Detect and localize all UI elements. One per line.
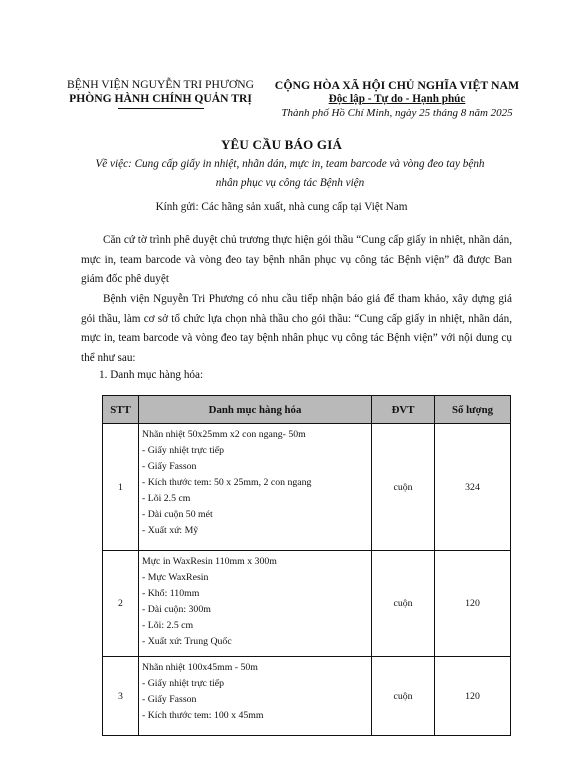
place-date: Thành phố Hồ Chí Minh, ngày 25 tháng 8 năm 2025 xyxy=(281,107,513,119)
description-line: - Dài cuộn: 300m xyxy=(142,604,211,615)
header-underline xyxy=(118,108,204,109)
cell-description xyxy=(139,424,372,551)
national-motto: Độc lập - Tự do - Hạnh phúc xyxy=(328,93,466,105)
subject-line: nhân phục vụ công tác Bệnh viện xyxy=(215,177,365,189)
subject-line: Về việc: Cung cấp giấy in nhiệt, nhãn dán, mực in, team barcode và vòng đeo tay bệnh xyxy=(95,158,485,170)
section-heading: 1. Danh mục hàng hóa: xyxy=(99,369,204,381)
table-header-row xyxy=(103,396,511,424)
cell-quantity: 120 xyxy=(435,551,511,657)
document-subject xyxy=(70,155,510,193)
description-line: - Xuất xứ: Trung Quốc xyxy=(142,636,232,647)
table-row xyxy=(103,551,511,657)
cell-stt: 3 xyxy=(103,657,139,736)
goods-table xyxy=(102,395,511,736)
greeting: Kính gửi: Các hãng sản xuất, nhà cung cấp tại Việt Nam xyxy=(155,201,408,213)
cell-description xyxy=(139,551,372,657)
cell-stt: 1 xyxy=(103,424,139,551)
description-line: - Xuất xứ: Mỹ xyxy=(142,525,199,536)
cell-quantity: 324 xyxy=(435,424,511,551)
header-stt: STT xyxy=(103,396,139,424)
description-line: Mực in WaxResin 110mm x 300m xyxy=(142,556,277,567)
hospital-name: BỆNH VIỆN NGUYỄN TRI PHƯƠNG xyxy=(67,78,254,91)
header-unit: ĐVT xyxy=(372,396,435,424)
description-line: - Kích thước tem: 100 x 45mm xyxy=(142,710,264,721)
description-line: Nhãn nhiệt 100x45mm - 50m xyxy=(142,662,258,673)
cell-unit: cuộn xyxy=(372,551,435,657)
description-line: - Giấy Fasson xyxy=(142,461,197,472)
description-line: - Mực WaxResin xyxy=(142,572,209,583)
description-line: - Lõi 2.5 cm xyxy=(142,493,191,504)
cell-description xyxy=(139,657,372,736)
header-item-name: Danh mục hàng hóa xyxy=(139,396,372,424)
description-line: - Giấy nhiệt trực tiếp xyxy=(142,445,225,456)
national-header xyxy=(272,78,522,121)
cell-unit: cuộn xyxy=(372,657,435,736)
document-title: YÊU CẦU BÁO GIÁ xyxy=(220,137,343,152)
paragraph-basis: Căn cứ tờ trình phê duyệt chủ trương thực hiện gói thầu “Cung cấp giấy in nhiệt, nhãn dán, mực in, team barcode và vòng đeo tay bệnh nhân phục vụ công tác Bệnh viện” đã được Ban giám đốc phê duyệt xyxy=(81,234,512,285)
table-row xyxy=(103,657,511,736)
nation-name: CỘNG HÒA XÃ HỘI CHỦ NGHĨA VIỆT NAM xyxy=(274,78,520,92)
description-line: - Giấy Fasson xyxy=(142,694,197,705)
paragraph-request: Bệnh viện Nguyễn Tri Phương có nhu cầu tiếp nhận báo giá để tham khảo, xây dựng giá gói thầu, làm cơ sở tổ chức lựa chọn nhà thầu cho gói thầu: “Cung cấp giấy in nhiệt, nhãn dán, mực in, team barcode và vòng đeo tay bệnh nhân phục vụ công tác Bệnh viện” với nội dung cụ thể như sau: xyxy=(81,293,512,364)
description-line: - Kích thước tem: 50 x 25mm, 2 con ngang xyxy=(142,477,312,488)
header-quantity: Số lượng xyxy=(435,396,511,424)
description-line: - Lõi: 2.5 cm xyxy=(142,620,194,631)
department-name: PHÒNG HÀNH CHÍNH QUẢN TRỊ xyxy=(69,92,252,105)
description-line: Nhãn nhiệt 50x25mm x2 con ngang- 50m xyxy=(142,429,306,440)
cell-unit: cuộn xyxy=(372,424,435,551)
cell-quantity: 120 xyxy=(435,657,511,736)
cell-stt: 2 xyxy=(103,551,139,657)
description-line: - Giấy nhiệt trực tiếp xyxy=(142,678,225,689)
table-row xyxy=(103,424,511,551)
organization-header xyxy=(58,78,263,109)
description-line: - Dài cuộn 50 mét xyxy=(142,509,213,520)
description-line: - Khổ: 110mm xyxy=(142,588,200,599)
